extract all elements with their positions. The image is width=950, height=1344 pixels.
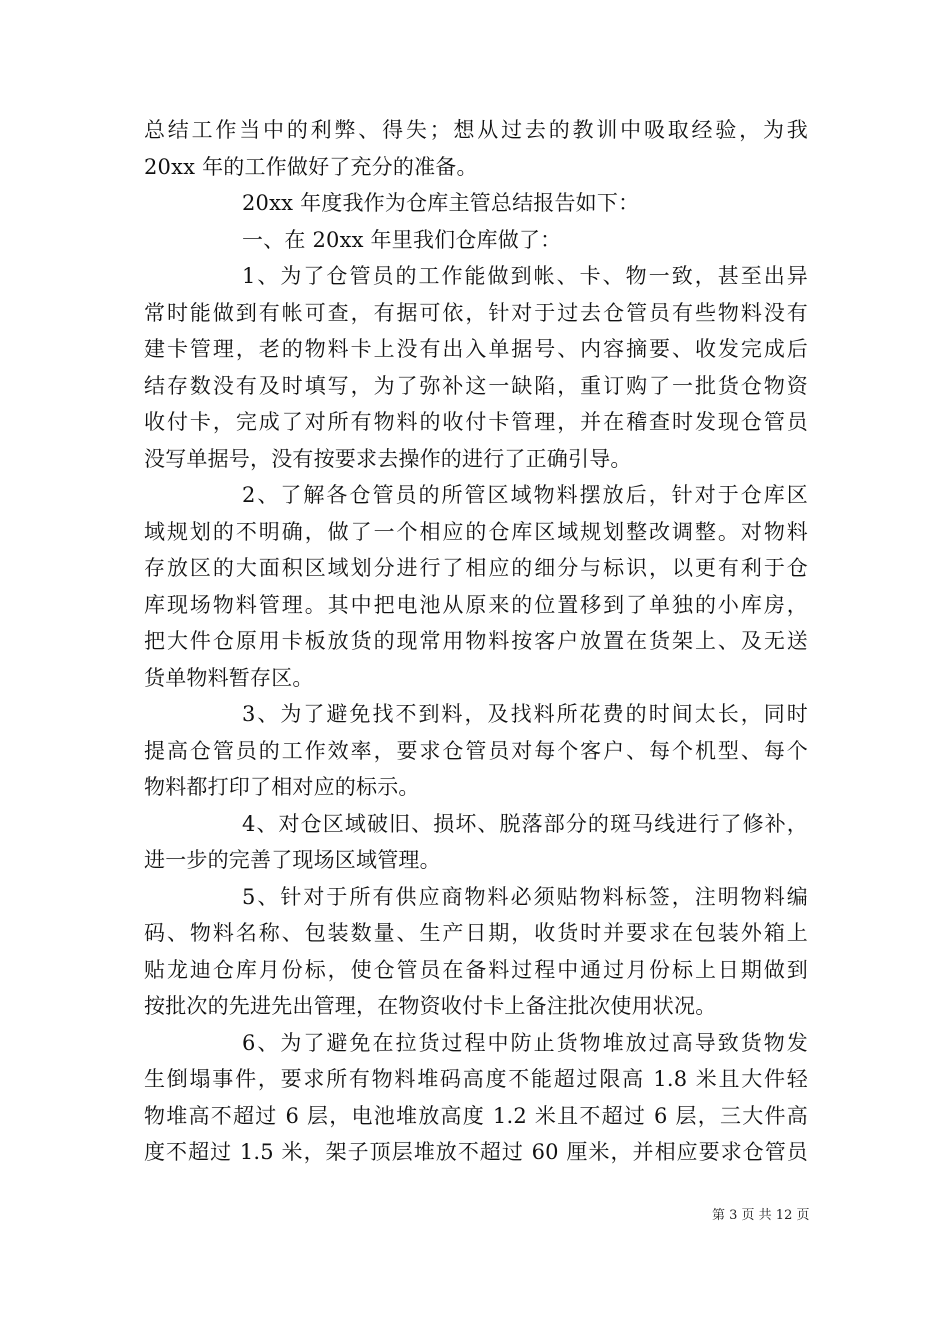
text-line: 提高仓管员的工作效率，要求仓管员对每个客户、每个机型、每个 — [144, 738, 808, 763]
text-line: 生倒塌事件，要求所有物料堆码高度不能超过限高 1.8 米且大件轻 — [144, 1067, 808, 1091]
text-line: 收付卡，完成了对所有物料的收付卡管理，并在稽查时发现仓管员 — [144, 410, 808, 434]
section-heading: 一、在 20xx 年里我们仓库做了： — [242, 227, 562, 252]
text-line: 物料都打印了相对应的标示。 — [144, 775, 420, 799]
page-number: 第 3 页 共 12 页 — [712, 1208, 810, 1223]
text-line: 2、了解各仓管员的所管区域物料摆放后，针对于仓库区 — [242, 483, 808, 507]
text-line: 总结工作当中的利弊、得失；想从过去的教训中吸取经验，为我 — [144, 118, 808, 142]
text-line: 20xx 年度我作为仓库主管总结报告如下： — [242, 191, 640, 215]
text-line: 3、为了避免找不到料，及找料所花费的时间太长，同时 — [242, 702, 808, 726]
text-line: 进一步的完善了现场区域管理。 — [144, 848, 441, 872]
text-line: 6、为了避免在拉货过程中防止货物堆放过高导致货物发 — [242, 1030, 808, 1055]
text-line: 5、针对于所有供应商物料必须贴物料标签，注明物料编 — [242, 884, 808, 909]
text-line: 20xx 年的工作做好了充分的准备。 — [144, 154, 478, 179]
text-line: 码、物料名称、包装数量、生产日期，收货时并要求在包装外箱上 — [144, 921, 808, 945]
text-line: 存放区的大面积区域划分进行了相应的细分与标识，以更有利于仓 — [144, 556, 808, 580]
text-line: 没写单据号，没有按要求去操作的进行了正确引导。 — [144, 446, 632, 471]
text-line: 按批次的先进先出管理，在物资收付卡上备注批次使用状况。 — [144, 994, 717, 1018]
text-line: 域规划的不明确，做了一个相应的仓库区域规划整改调整。对物料 — [144, 519, 808, 544]
text-line: 库现场物料管理。其中把电池从原来的位置移到了单独的小库房， — [144, 592, 808, 617]
text-line: 建卡管理，老的物料卡上没有出入单据号、内容摘要、收发完成后 — [144, 337, 808, 361]
text-line: 度不超过 1.5 米，架子顶层堆放不超过 60 厘米，并相应要求仓管员 — [144, 1140, 808, 1164]
text-line: 结存数没有及时填写，为了弥补这一缺陷，重订购了一批货仓物资 — [144, 373, 808, 398]
text-line: 4、对仓区域破旧、损坏、脱落部分的斑马线进行了修补， — [242, 811, 808, 836]
document-body — [144, 112, 808, 1171]
text-line: 常时能做到有帐可查，有据可依，针对于过去仓管员有些物料没有 — [144, 300, 808, 325]
text-line: 把大件仓原用卡板放货的现常用物料按客户放置在货架上、及无送 — [144, 629, 808, 653]
text-line: 物堆高不超过 6 层，电池堆放高度 1.2 米且不超过 6 层，三大件高 — [144, 1103, 808, 1128]
text-line: 货单物料暂存区。 — [144, 665, 314, 690]
text-line: 贴龙迪仓库月份标，使仓管员在备料过程中通过月份标上日期做到 — [144, 957, 808, 982]
text-line: 1、为了仓管员的工作能做到帐、卡、物一致，甚至出异 — [242, 264, 808, 288]
